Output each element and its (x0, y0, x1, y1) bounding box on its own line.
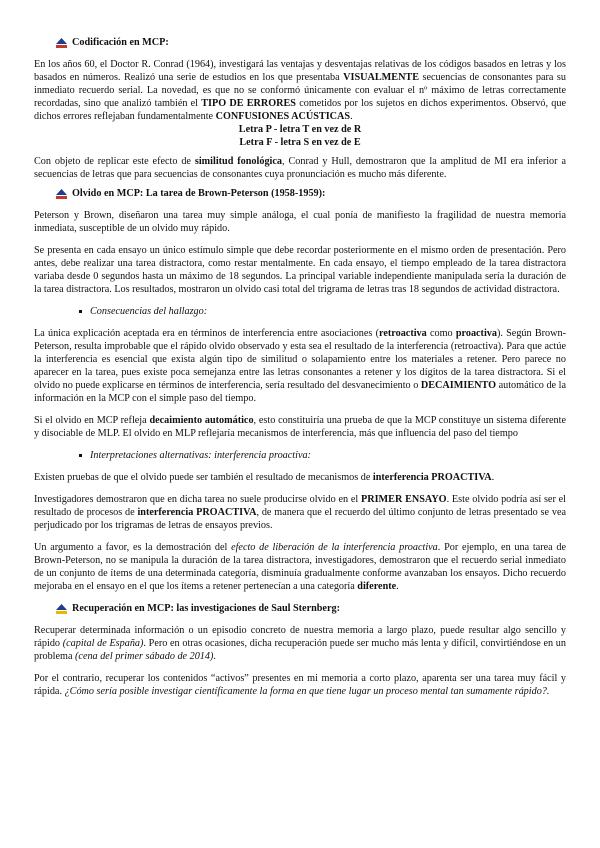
paragraph: Recuperar determinada información o un episodio concreto de nuestra memoria a largo plazo, puede resultar algo sencillo y rápido (capital de España). Pero en otras ocasiones, dicha recuperación puede ser mucho más lenta y difícil, convirtiéndose en un problema (cena del primer sábado de 2014). (34, 625, 566, 662)
paragraph: La única explicación aceptada era en términos de interferencia entre asociaciones (retroactiva como proactiva). Según Brown-Peterson, resulta improbable que el rápido olvido observado y esta sea el resultado de la interferencia (retroactiva). Para que actúe la interferencia es esencial que exista algún tipo de similitud o solapamiento entre los materiales a retener. Pero parece no aparecer en la tarea, pues existe poca semejanza entre las letras consonantes a retener y los dígitos de la tarea distractora. Si el olvido no puede explicarse en términos de interferencia, sería resultado del desvanecimiento o DECAIMIENTO automático de la información en la MCP con el simple paso del tiempo. (34, 328, 566, 404)
document-page (34, 36, 566, 698)
paragraph: Con objeto de replicar este efecto de similitud fonológica, Conrad y Hull, demostraron que la amplitud de MI era inferior a secuencias de letras que para secuencias de consonantes cuya pronunciación es mucho más diferente. (34, 156, 566, 180)
section-heading-codificacion (34, 36, 566, 49)
section-heading-olvido (34, 187, 566, 200)
heading-text: Recuperación en MCP: las investigaciones de Saul Sternberg: (72, 603, 340, 614)
paragraph: Peterson y Brown, diseñaron una tarea muy simple análoga, el cual ponía de manifiesto la fragilidad de nuestra memoria inmediata, susceptible de un olvido muy rápido. (34, 210, 566, 234)
paragraph: En los años 60, el Doctor R. Conrad (1964), investigará las ventajas y desventajas relativas de los códigos basados en letras y los basados en números. Realizó una serie de estudios en los que presentaba VISUALMENTE secuencias de consonantes para su inmediato recuerdo serial. La novedad, es que no se conformó únicamente con evaluar el nº máximo de letras correctamente recordadas, sino que analizó también el TIPO DE ERRORES cometidos por los sujetos en dichos experimentos. Observó, que dichos errores reflejaban fundamentalmente CONFUSIONES ACÚSTICAS. (34, 59, 566, 122)
paragraph: Si el olvido en MCP refleja decaimiento automático, esto constituiría una prueba de que la MCP constituye un sistema diferente y disociable de MLP. El olvido en MLP reflejaría mecanismos de interferencia, más que influencia del paso del tiempo (34, 415, 566, 439)
heading-text: Olvido en MCP: La tarea de Brown-Peterson (1958-1959): (72, 188, 326, 199)
heading-text: Codificación en MCP: (72, 37, 169, 48)
paragraph: Un argumento a favor, es la demostración del efecto de liberación de la interferencia proactiva. Por ejemplo, en una tarea de Brown-Peterson, no se manipula la duración de la tarea distractora, investigadores, demostraron que el recuerdo serial inmediato de un conjunto de ítems de una determinada categoría, disminuía gradualmente conforme avanzaban los ensayos. Dicho recuerdo mejoraba en el ensayo en el que los ítems a retener pertenecían a una categoría diferente. (34, 542, 567, 592)
arrow-bullet-icon (56, 38, 67, 48)
paragraph: Investigadores demostraron que en dicha tarea no suele producirse olvido en el PRIMER ENSAYO. Este olvido podría así ser el resultado de procesos de interferencia PROACTIVA, de manera que el recuerdo del último conjunto de letras presentado se vea perjudicado por los trigramas de letras de ensayos previos. (34, 494, 566, 531)
square-bullet-icon (79, 310, 82, 313)
paragraph: Por el contrario, recuperar los contenidos “activos” presentes en mi memoria a corto plazo, aparenta ser una tarea muy fácil y rápida. ¿Cómo sería posible investigar científicamente la forma en que tiene lugar un proceso mental tan sumamente rápido?. (34, 673, 566, 697)
example-line-1: Letra P - letra T en vez de R (238, 124, 362, 135)
example-line-2: Letra F - letra S en vez de E (239, 137, 361, 148)
paragraph: Se presenta en cada ensayo un único estímulo simple que debe recordar posteriormente en el mismo orden de presentación. Pero antes, debe realizar una tarea distractora, como restar mentalmente. En cada ensayo, el tiempo empleado de la tarea distractora variaba desde 0 segundos hasta un máximo de 18 segundos. La principal variable independiente manipulada sería la duración de la tarea distractora. Los resultados, mostraron un olvido casi total del trigrama de letras tras 18 segundos de actividad distractora. (34, 245, 566, 295)
section-heading-recuperacion (34, 602, 566, 615)
subheading-consecuencias: Consecuencias del hallazgo: (34, 305, 566, 318)
arrow-bullet-icon (56, 604, 67, 614)
arrow-bullet-icon (56, 189, 67, 199)
paragraph: Existen pruebas de que el olvido puede ser también el resultado de mecanismos de interferencia PROACTIVA. (34, 472, 495, 483)
square-bullet-icon (79, 454, 82, 457)
subheading-interpretaciones: Interpretaciones alternativas: interferencia proactiva: (34, 449, 566, 462)
